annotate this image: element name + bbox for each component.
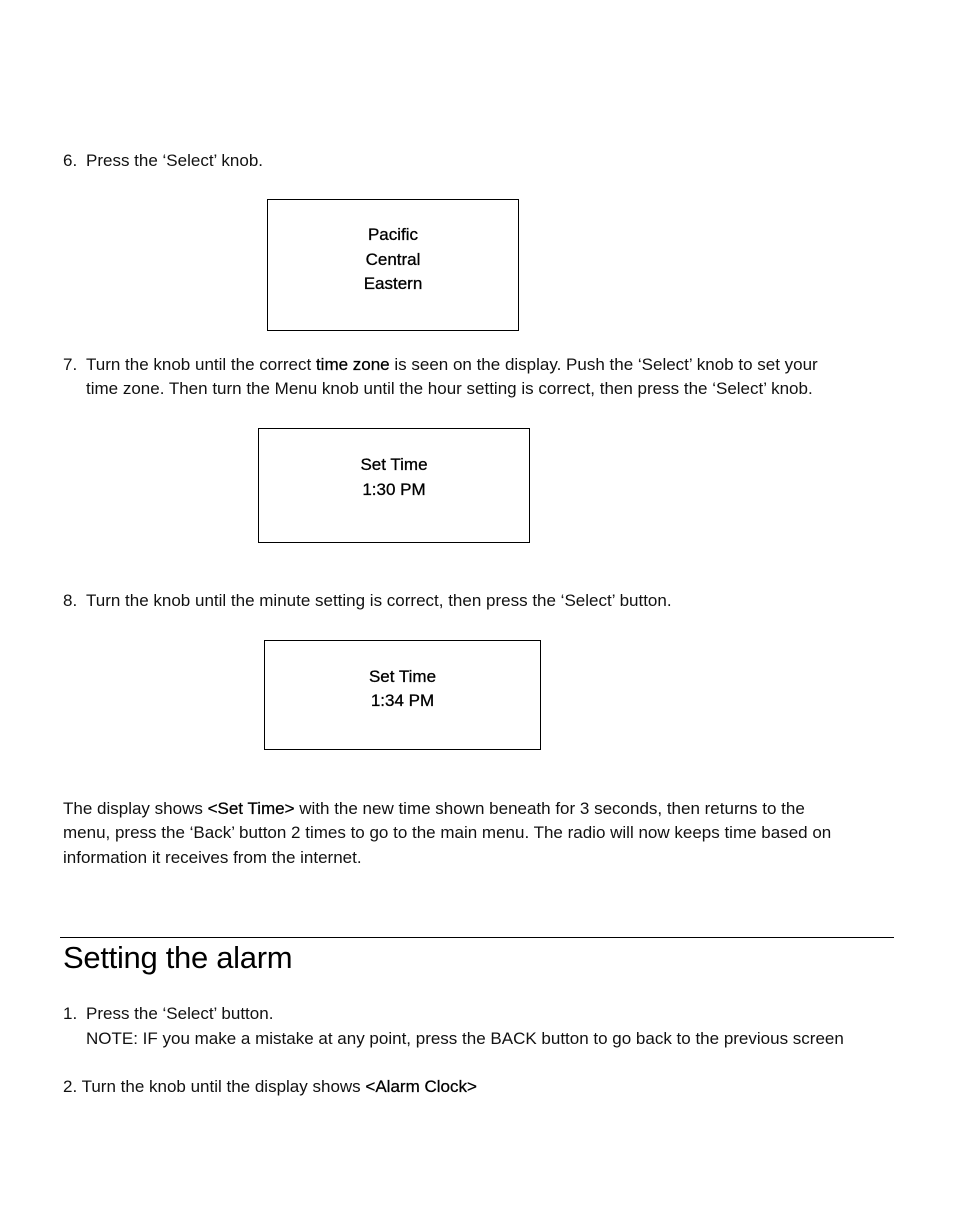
step-7-term-time-zone: time zone xyxy=(315,355,390,374)
paragraph-term-set-time: <Set Time> xyxy=(207,799,295,818)
step-8-text: Turn the knob until the minute setting is correct, then press the ‘Select’ button. xyxy=(86,591,672,610)
step-7-text-post: is seen on the display. Push the ‘Select’ knob to set your xyxy=(389,355,818,374)
alarm-step-1-number: 1. xyxy=(63,1004,78,1023)
display-line-label: Set Time xyxy=(360,455,428,474)
display-line-central: Central xyxy=(365,250,421,269)
alarm-step-2 xyxy=(63,1077,477,1097)
step-6-text: Press the ‘Select’ knob. xyxy=(86,151,264,170)
step-7-line-1 xyxy=(86,355,818,375)
step-7-number: 7. xyxy=(63,355,78,374)
paragraph-line-2: menu, press the ‘Back’ button 2 times to go to the main menu. The radio will now keeps time based on xyxy=(63,823,832,842)
section-heading: Setting the alarm xyxy=(63,940,293,975)
set-time-display-1 xyxy=(258,428,530,543)
display-line-time: 1:34 PM xyxy=(370,691,435,710)
paragraph-text-post: with the new time shown beneath for 3 seconds, then returns to the xyxy=(294,799,805,818)
alarm-step-1-text: Press the ‘Select’ button. xyxy=(86,1004,274,1023)
timezone-display xyxy=(267,199,519,331)
step-6-number: 6. xyxy=(63,151,78,170)
step-7-line-2: time zone. Then turn the Menu knob until the hour setting is correct, then press the ‘Select’ knob. xyxy=(86,379,813,398)
alarm-step-2-text: 2. Turn the knob until the display shows xyxy=(63,1077,366,1096)
display-line-pacific: Pacific xyxy=(367,225,419,244)
step-8-number: 8. xyxy=(63,591,78,610)
display-line-label: Set Time xyxy=(368,667,437,686)
display-line-eastern: Eastern xyxy=(363,274,423,293)
set-time-display-2 xyxy=(264,640,541,750)
paragraph-line-3: information it receives from the internet. xyxy=(63,848,362,867)
paragraph-text-pre: The display shows xyxy=(63,799,208,818)
alarm-step-1-note: NOTE: IF you make a mistake at any point, press the BACK button to go back to the previous screen xyxy=(86,1029,844,1048)
step-7-text-pre: Turn the knob until the correct xyxy=(86,355,316,374)
paragraph-line-1 xyxy=(63,799,805,819)
alarm-step-2-term-alarm-clock: <Alarm Clock> xyxy=(365,1077,477,1096)
display-line-time: 1:30 PM xyxy=(362,480,426,499)
section-divider xyxy=(60,937,894,938)
